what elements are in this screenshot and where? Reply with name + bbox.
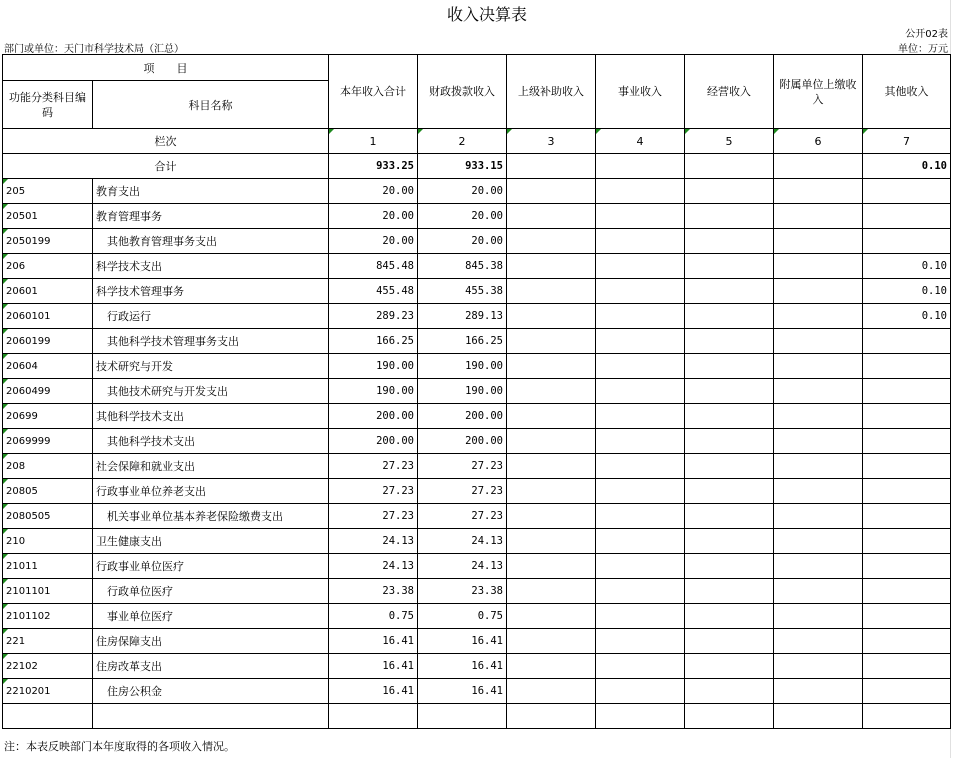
row-value-cell: [863, 379, 951, 404]
row-subject-name: 行政运行: [93, 304, 329, 329]
row-code: 205: [3, 179, 93, 204]
row-value-cell: [685, 504, 774, 529]
row-value-cell: [774, 254, 863, 279]
row-value-cell: [596, 454, 685, 479]
row-value-cell: 16.41: [418, 679, 507, 704]
row-subject-name: 教育管理事务: [93, 204, 329, 229]
row-value-cell: [596, 654, 685, 679]
row-value-cell: [507, 304, 596, 329]
table-row: [3, 204, 951, 229]
row-value-cell: 166.25: [329, 329, 418, 354]
row-subject-name: 住房公积金: [93, 679, 329, 704]
row-value-cell: 16.41: [329, 629, 418, 654]
row-value-cell: 289.23: [329, 304, 418, 329]
row-value-cell: [863, 654, 951, 679]
row-code: 2060499: [3, 379, 93, 404]
row-value-cell: [774, 679, 863, 704]
column-index-cell: 3: [507, 129, 596, 154]
row-value-cell: [507, 604, 596, 629]
total-cell: [507, 154, 596, 179]
row-value-cell: 455.48: [329, 279, 418, 304]
table-row: [3, 604, 951, 629]
row-value-cell: [863, 704, 951, 729]
column-index-cell: 6: [774, 129, 863, 154]
row-value-cell: [507, 279, 596, 304]
row-subject-name: 行政事业单位养老支出: [93, 479, 329, 504]
row-value-cell: [863, 479, 951, 504]
row-value-cell: 20.00: [329, 179, 418, 204]
row-value-cell: 845.38: [418, 254, 507, 279]
page-title: 收入决算表: [446, 5, 527, 24]
row-subject-name: 其他科学技术支出: [93, 429, 329, 454]
row-code: 20805: [3, 479, 93, 504]
row-value-cell: [507, 179, 596, 204]
row-value-cell: 23.38: [418, 579, 507, 604]
row-value-cell: [863, 629, 951, 654]
row-value-cell: [863, 354, 951, 379]
row-code: 2210201: [3, 679, 93, 704]
row-value-cell: [507, 504, 596, 529]
row-code: 2101101: [3, 579, 93, 604]
row-value-cell: 0.10: [863, 279, 951, 304]
row-subject-name: 卫生健康支出: [93, 529, 329, 554]
row-value-cell: [596, 604, 685, 629]
row-value-cell: [596, 504, 685, 529]
row-value-cell: [774, 404, 863, 429]
row-value-cell: [774, 429, 863, 454]
column-index-label: 栏次: [3, 129, 329, 154]
row-value-cell: [774, 304, 863, 329]
row-code: 210: [3, 529, 93, 554]
row-code: 20604: [3, 354, 93, 379]
row-value-cell: [685, 279, 774, 304]
row-code: 2069999: [3, 429, 93, 454]
row-value-cell: [596, 179, 685, 204]
row-code: 2080505: [3, 504, 93, 529]
column-index-row: [3, 129, 951, 154]
row-code: 2060199: [3, 329, 93, 354]
row-subject-name: 科学技术管理事务: [93, 279, 329, 304]
row-value-cell: [507, 454, 596, 479]
row-value-cell: 190.00: [329, 379, 418, 404]
row-value-cell: 24.13: [329, 554, 418, 579]
row-value-cell: [507, 679, 596, 704]
dept-label: 部门或单位：天门市科学技术局（汇总）: [4, 44, 184, 55]
row-value-cell: [507, 404, 596, 429]
row-value-cell: [863, 404, 951, 429]
header-func-code: 功能分类科目编码: [3, 81, 93, 129]
row-value-cell: [863, 529, 951, 554]
row-value-cell: [507, 254, 596, 279]
row-value-cell: [863, 204, 951, 229]
row-value-cell: [774, 204, 863, 229]
table-row: [3, 354, 951, 379]
header-row-1: [3, 55, 951, 81]
row-value-cell: [774, 604, 863, 629]
row-value-cell: 20.00: [418, 179, 507, 204]
row-value-cell: [685, 404, 774, 429]
row-value-cell: [685, 679, 774, 704]
row-subject-name: 机关事业单位基本养老保险缴费支出: [93, 504, 329, 529]
row-value-cell: [329, 704, 418, 729]
row-value-cell: [685, 529, 774, 554]
row-value-cell: 200.00: [329, 404, 418, 429]
row-value-cell: [774, 179, 863, 204]
row-subject-name: 教育支出: [93, 179, 329, 204]
row-value-cell: [685, 254, 774, 279]
row-code: [3, 704, 93, 729]
row-code: 22102: [3, 654, 93, 679]
column-index-cell: 4: [596, 129, 685, 154]
row-value-cell: [685, 429, 774, 454]
header-col-3: 上级补助收入: [507, 55, 596, 129]
row-value-cell: [774, 504, 863, 529]
row-value-cell: [774, 354, 863, 379]
row-value-cell: [596, 379, 685, 404]
row-code: 20501: [3, 204, 93, 229]
row-value-cell: [685, 704, 774, 729]
table-row: [3, 654, 951, 679]
row-value-cell: 166.25: [418, 329, 507, 354]
row-value-cell: 20.00: [329, 229, 418, 254]
header-col-1: 本年收入合计: [329, 55, 418, 129]
row-value-cell: [685, 579, 774, 604]
table-row: [3, 479, 951, 504]
row-value-cell: [596, 529, 685, 554]
row-value-cell: [596, 679, 685, 704]
form-code: 公开02表: [905, 29, 948, 40]
column-index-cell: 5: [685, 129, 774, 154]
row-value-cell: [596, 479, 685, 504]
row-value-cell: [863, 329, 951, 354]
header-col-6: 附属单位上缴收入: [774, 55, 863, 129]
row-code: 208: [3, 454, 93, 479]
row-value-cell: [685, 304, 774, 329]
row-code: 221: [3, 629, 93, 654]
row-value-cell: [418, 704, 507, 729]
row-value-cell: [863, 454, 951, 479]
row-value-cell: 24.13: [418, 554, 507, 579]
column-index-cell: 7: [863, 129, 951, 154]
row-value-cell: [507, 554, 596, 579]
row-code: 20601: [3, 279, 93, 304]
row-value-cell: 845.48: [329, 254, 418, 279]
row-value-cell: 27.23: [418, 479, 507, 504]
row-value-cell: [596, 554, 685, 579]
row-value-cell: 0.10: [863, 254, 951, 279]
table-row: [3, 704, 951, 729]
row-value-cell: 23.38: [329, 579, 418, 604]
table-row: [3, 179, 951, 204]
row-code: 2101102: [3, 604, 93, 629]
row-subject-name: 社会保障和就业支出: [93, 454, 329, 479]
table-row: [3, 579, 951, 604]
row-value-cell: [774, 629, 863, 654]
row-code: 20699: [3, 404, 93, 429]
row-value-cell: [863, 679, 951, 704]
row-value-cell: [507, 479, 596, 504]
row-value-cell: [774, 229, 863, 254]
table-row: [3, 429, 951, 454]
row-value-cell: 16.41: [329, 654, 418, 679]
header-col-4: 事业收入: [596, 55, 685, 129]
row-value-cell: [507, 629, 596, 654]
table-row: [3, 279, 951, 304]
row-subject-name: 其他科学技术支出: [93, 404, 329, 429]
row-value-cell: [863, 179, 951, 204]
row-value-cell: 0.10: [863, 304, 951, 329]
row-value-cell: [863, 604, 951, 629]
total-cell: 0.10: [863, 154, 951, 179]
row-value-cell: [596, 329, 685, 354]
row-value-cell: [507, 579, 596, 604]
row-subject-name: 其他教育管理事务支出: [93, 229, 329, 254]
row-value-cell: 27.23: [329, 504, 418, 529]
row-value-cell: 20.00: [418, 229, 507, 254]
row-value-cell: [863, 504, 951, 529]
header-col-7: 其他收入: [863, 55, 951, 129]
row-value-cell: [507, 529, 596, 554]
row-value-cell: 16.41: [329, 679, 418, 704]
row-subject-name: 其他科学技术管理事务支出: [93, 329, 329, 354]
table-row: [3, 229, 951, 254]
row-value-cell: 27.23: [329, 479, 418, 504]
row-value-cell: [774, 379, 863, 404]
row-value-cell: [685, 229, 774, 254]
row-value-cell: [596, 279, 685, 304]
header-col-2: 财政拨款收入: [418, 55, 507, 129]
row-value-cell: [774, 479, 863, 504]
row-value-cell: 20.00: [329, 204, 418, 229]
row-value-cell: 0.75: [329, 604, 418, 629]
table-row: [3, 454, 951, 479]
row-value-cell: 190.00: [418, 379, 507, 404]
total-row: [3, 154, 951, 179]
row-value-cell: 200.00: [418, 404, 507, 429]
row-value-cell: [507, 654, 596, 679]
row-value-cell: [774, 704, 863, 729]
header-col-5: 经营收入: [685, 55, 774, 129]
total-cell: [596, 154, 685, 179]
row-value-cell: [596, 229, 685, 254]
row-value-cell: 200.00: [329, 429, 418, 454]
row-code: 2060101: [3, 304, 93, 329]
row-value-cell: [507, 204, 596, 229]
row-value-cell: [596, 304, 685, 329]
row-value-cell: 20.00: [418, 204, 507, 229]
income-table: [2, 54, 951, 729]
row-value-cell: [774, 579, 863, 604]
header-item: 项 目: [3, 55, 329, 81]
table-row: [3, 404, 951, 429]
row-value-cell: [596, 354, 685, 379]
table-row: [3, 554, 951, 579]
row-value-cell: 190.00: [418, 354, 507, 379]
column-index-cell: 1: [329, 129, 418, 154]
row-code: 21011: [3, 554, 93, 579]
row-value-cell: [863, 579, 951, 604]
row-value-cell: 16.41: [418, 654, 507, 679]
row-value-cell: [685, 629, 774, 654]
total-cell: [774, 154, 863, 179]
row-value-cell: [685, 329, 774, 354]
table-row: [3, 679, 951, 704]
row-value-cell: 27.23: [418, 454, 507, 479]
row-value-cell: [863, 429, 951, 454]
row-value-cell: [863, 229, 951, 254]
header-subject-name: 科目名称: [93, 81, 329, 129]
table-row: [3, 629, 951, 654]
row-value-cell: [507, 329, 596, 354]
row-subject-name: 行政事业单位医疗: [93, 554, 329, 579]
table-row: [3, 329, 951, 354]
row-value-cell: [507, 429, 596, 454]
row-value-cell: [596, 254, 685, 279]
row-value-cell: 27.23: [418, 504, 507, 529]
row-value-cell: [685, 479, 774, 504]
row-value-cell: [774, 529, 863, 554]
row-subject-name: 行政单位医疗: [93, 579, 329, 604]
row-value-cell: [685, 379, 774, 404]
row-value-cell: [863, 554, 951, 579]
row-value-cell: 289.13: [418, 304, 507, 329]
row-subject-name: 事业单位医疗: [93, 604, 329, 629]
table-row: [3, 379, 951, 404]
row-value-cell: 200.00: [418, 429, 507, 454]
row-value-cell: [774, 329, 863, 354]
row-value-cell: [685, 454, 774, 479]
row-value-cell: [507, 379, 596, 404]
total-cell: [685, 154, 774, 179]
row-value-cell: 16.41: [418, 629, 507, 654]
row-value-cell: [774, 454, 863, 479]
row-value-cell: [774, 654, 863, 679]
row-value-cell: [596, 204, 685, 229]
row-value-cell: 27.23: [329, 454, 418, 479]
row-value-cell: [596, 579, 685, 604]
row-value-cell: 24.13: [418, 529, 507, 554]
row-value-cell: [685, 604, 774, 629]
row-value-cell: [507, 229, 596, 254]
row-subject-name: 其他技术研究与开发支出: [93, 379, 329, 404]
row-value-cell: [507, 704, 596, 729]
row-value-cell: [685, 179, 774, 204]
row-subject-name: [93, 704, 329, 729]
row-subject-name: 科学技术支出: [93, 254, 329, 279]
table-row: [3, 529, 951, 554]
row-value-cell: 190.00: [329, 354, 418, 379]
row-value-cell: [596, 704, 685, 729]
row-code: 206: [3, 254, 93, 279]
row-code: 2050199: [3, 229, 93, 254]
row-value-cell: [596, 404, 685, 429]
table-note: 注：本表反映部门本年度取得的各项收入情况。: [4, 740, 235, 753]
row-value-cell: [685, 204, 774, 229]
row-value-cell: 24.13: [329, 529, 418, 554]
row-value-cell: [507, 354, 596, 379]
row-value-cell: [685, 654, 774, 679]
total-cell: 933.15: [418, 154, 507, 179]
row-value-cell: [685, 554, 774, 579]
row-value-cell: [596, 429, 685, 454]
row-subject-name: 技术研究与开发: [93, 354, 329, 379]
row-subject-name: 住房保障支出: [93, 629, 329, 654]
unit-label: 单位：万元: [898, 44, 948, 55]
row-value-cell: 0.75: [418, 604, 507, 629]
row-subject-name: 住房改革支出: [93, 654, 329, 679]
row-value-cell: 455.38: [418, 279, 507, 304]
table-row: [3, 304, 951, 329]
table-row: [3, 504, 951, 529]
row-value-cell: [596, 629, 685, 654]
row-value-cell: [774, 554, 863, 579]
column-index-cell: 2: [418, 129, 507, 154]
total-label: 合计: [3, 154, 329, 179]
total-cell: 933.25: [329, 154, 418, 179]
row-value-cell: [685, 354, 774, 379]
row-value-cell: [774, 279, 863, 304]
table-row: [3, 254, 951, 279]
